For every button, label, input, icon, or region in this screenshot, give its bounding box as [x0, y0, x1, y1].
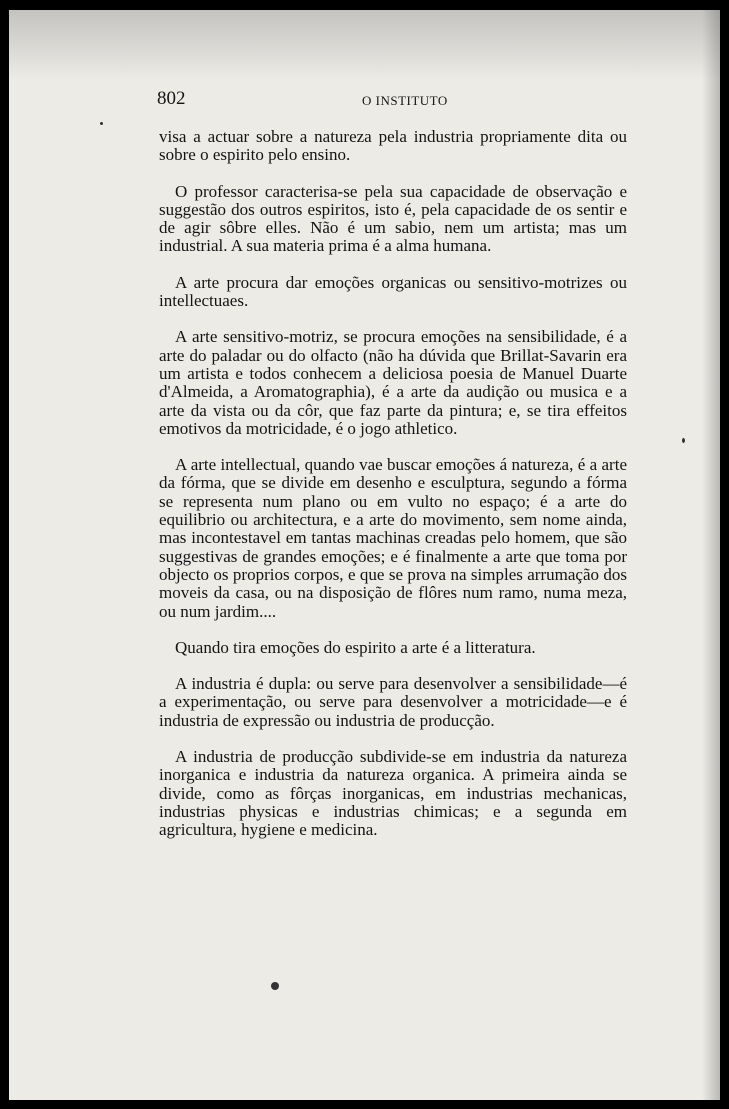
running-title: O INSTITUTO [362, 93, 448, 108]
paragraph-industria-dupla: A industria é dupla: ou serve para desenvolver a sensibilidade—é a experimentação, ou serve para desenvolver a motricidade—e é industria de expressão ou industria de producção. [159, 674, 627, 730]
page-header [157, 88, 627, 112]
ink-speck [682, 438, 685, 443]
paragraph-arte-sensitivo-motriz: A arte sensitivo-motriz, se procura emoções na sensibilidade, é a arte do paladar ou do olfacto (não ha dúvida que Brillat-Savarin era um artista e todos conhecem a deliciosa poesia de Manuel Duarte d'Almeida, a Aromatographia), é a arte da audição ou musica e a arte da vista ou da côr, que faz parte da pintura; e, se tira effeitos emotivos da motricidade, é o jogo athletico. [159, 327, 627, 438]
paragraph-professor: O professor caracterisa-se pela sua capacidade de observação e suggestão dos outros espiritos, isto é, pela capacidade de os sentir e de agir sôbre elles. Não é um sabio, nem um artista; mas um industrial. A sua materia prima é a alma humana. [159, 181, 627, 256]
ink-speck [100, 122, 103, 125]
paragraph-litteratura: Quando tira emoções do espirito a arte é a litteratura. [175, 637, 536, 657]
paragraph-industria-producao: A industria de producção subdivide-se em industria da natureza inorganica e industria da natureza organica. A primeira ainda se divide, como as fôrças inorganicas, em industrias mechanicas, industrias physicas e industrias chimicas; e a segunda em agricultura, hygiene e medicina. [159, 747, 627, 840]
body-text [159, 128, 627, 858]
paragraph-continuation: visa a actuar sobre a natureza pela industria propriamente dita ou sobre o espirito pelo ensino. [159, 127, 627, 165]
paragraph-arte-intellectual: A arte intellectual, quando vae buscar emoções á natureza, é a arte da fórma, que se divide em desenho e esculptura, segundo a fórma se representa num plano ou em vulto no espaço; é a arte do equilibrio ou architectura, e a arte do movimento, sem nome ainda, mas incontestavel em tantas machinas creadas pelo homem, que são suggestivas de grandes emoções; e é finalmente a arte que toma por objecto os proprios corpos, e que se prova na simples arrumação dos moveis da casa, ou na disposição de flôres num ramo, numa meza, ou num jardim.... [159, 455, 627, 621]
ornament-dot [271, 982, 279, 990]
paragraph-arte-emocoes: A arte procura dar emoções organicas ou sensitivo-motrizes ou intellectuaes. [159, 272, 627, 311]
page-number: 802 [157, 88, 186, 109]
document-page [9, 10, 720, 1100]
